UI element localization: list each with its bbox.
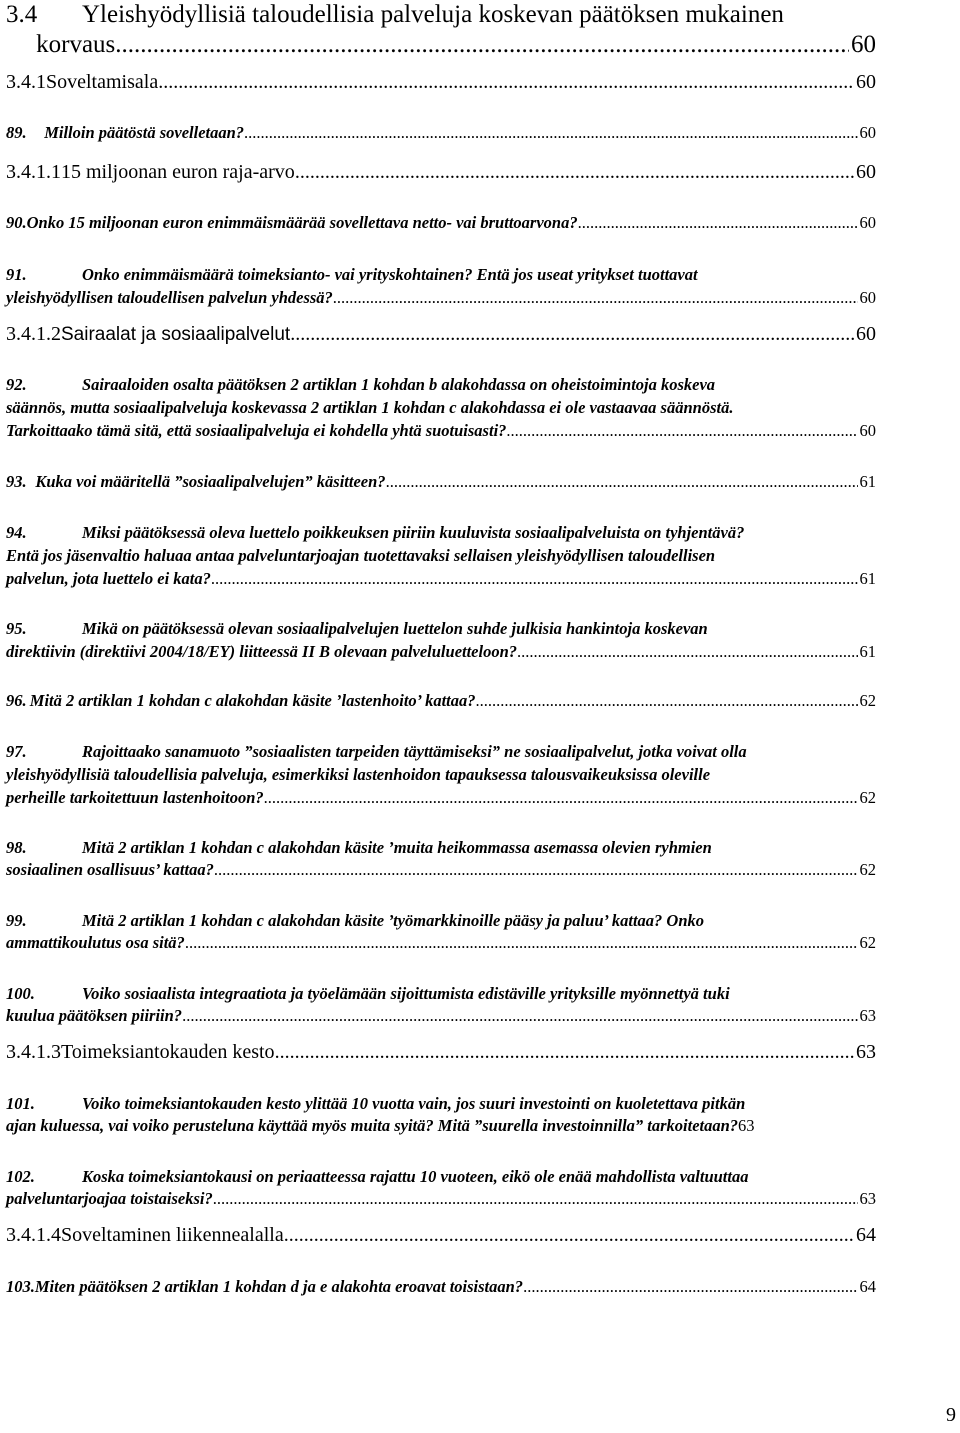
toc-title: Milloin päätöstä sovelletaan? bbox=[44, 123, 245, 142]
dot-leader bbox=[211, 567, 858, 590]
toc-title: Onko enimmäismäärä toimeksianto- vai yrityskohtainen? Entä jos useat yritykset tuottavat bbox=[82, 265, 698, 284]
toc-section-3-4-cont[interactable] bbox=[6, 30, 876, 60]
toc-number: 97. bbox=[6, 742, 27, 761]
toc-number: 94. bbox=[6, 523, 27, 542]
dot-leader bbox=[333, 286, 858, 309]
toc-question-103[interactable] bbox=[6, 1275, 876, 1298]
toc-question-93[interactable] bbox=[6, 470, 876, 493]
toc-title: Soveltamisala bbox=[46, 71, 159, 93]
toc-question-96[interactable] bbox=[6, 689, 876, 712]
toc-number: 3.4.1.2 bbox=[6, 323, 61, 345]
toc-number: 89. bbox=[6, 123, 27, 142]
toc-section-3-4-1[interactable] bbox=[6, 70, 876, 94]
toc-title: Mitä 2 artiklan 1 kohdan c alakohdan käsite ’lastenhoito’ kattaa? bbox=[29, 691, 476, 710]
toc-title: Voiko sosiaalista integraatiota ja työelämään sijoittumista edistäville yrityksille myönnettyä tuki bbox=[82, 984, 730, 1003]
toc-title: Onko 15 miljoonan euron enimmäismäärää sovellettava netto- vai bruttoarvona? bbox=[26, 213, 578, 232]
toc-number: 90. bbox=[6, 213, 27, 232]
toc-title: Koska toimeksiantokausi on periaatteessa rajattu 10 vuoteen, eikö ole enää mahdollista valtuuttaa bbox=[82, 1167, 749, 1186]
toc-question-95[interactable] bbox=[6, 617, 876, 640]
toc-question-92[interactable] bbox=[6, 373, 876, 396]
toc-question-102[interactable] bbox=[6, 1165, 876, 1188]
toc-page: 63 bbox=[738, 1116, 755, 1135]
dot-leader bbox=[214, 858, 858, 881]
page-number: 9 bbox=[946, 1404, 956, 1426]
toc-page: 60 bbox=[856, 161, 876, 183]
toc-section-3-4-1-4[interactable] bbox=[6, 1223, 876, 1247]
dot-leader bbox=[284, 1223, 854, 1247]
dot-leader bbox=[185, 931, 858, 954]
toc-number: 3.4 bbox=[6, 1, 38, 28]
toc-page: 60 bbox=[859, 288, 876, 307]
toc-title: yleishyödyllisen taloudellisen palvelun yhdessä? bbox=[6, 288, 333, 307]
toc-section-3-4-1-1[interactable] bbox=[6, 160, 876, 184]
toc-number: 3.4.1.3 bbox=[6, 1041, 61, 1063]
toc-title: Voiko toimeksiantokauden kesto ylittää 10 vuotta vain, jos suuri investointi on kuoletettava pitkän bbox=[82, 1094, 746, 1113]
toc-question-91[interactable] bbox=[6, 263, 876, 286]
dot-leader bbox=[290, 322, 854, 346]
dot-leader bbox=[506, 419, 857, 442]
toc-title: korvaus bbox=[36, 31, 116, 58]
toc-number: 93. bbox=[6, 472, 27, 491]
toc-page: 60 bbox=[851, 31, 876, 58]
toc-page: 62 bbox=[859, 788, 876, 807]
toc-number: 3.4.1 bbox=[6, 71, 46, 93]
toc-page: 60 bbox=[856, 323, 876, 345]
toc-title: kuulua päätöksen piiriin? bbox=[6, 1006, 183, 1025]
toc-question-97-cont[interactable] bbox=[6, 763, 876, 786]
toc-number: 98. bbox=[6, 838, 27, 857]
dot-leader bbox=[295, 160, 854, 184]
toc-title: direktiivin (direktiivi 2004/18/EY) liitteessä II B olevaan palveluluetteloon? bbox=[6, 642, 518, 661]
toc-question-100[interactable] bbox=[6, 982, 876, 1005]
toc-title: Yleishyödyllisiä taloudellisia palveluja koskevan päätöksen mukainen bbox=[82, 1, 784, 28]
toc-title: Sairaalat ja sosiaalipalvelut bbox=[61, 324, 291, 345]
toc-question-95-cont[interactable] bbox=[6, 640, 876, 663]
toc-page: 63 bbox=[859, 1189, 876, 1208]
dot-leader bbox=[578, 211, 858, 234]
toc-title: Rajoittaako sanamuoto ”sosiaalisten tarpeiden täyttämiseksi” ne sosiaalipalvelut, jotka voivat olla bbox=[82, 742, 747, 761]
toc-title: Mitä 2 artiklan 1 kohdan c alakohdan käsite ’työmarkkinoille pääsy ja paluu’ kattaa? Onko bbox=[82, 911, 705, 930]
toc-question-98-cont[interactable] bbox=[6, 858, 876, 881]
toc-number: 101. bbox=[6, 1094, 35, 1113]
toc-page: 60 bbox=[856, 71, 876, 93]
toc-section-3-4-1-3[interactable] bbox=[6, 1040, 876, 1064]
toc-title: palveluntarjoajaa toistaiseksi? bbox=[6, 1189, 213, 1208]
toc-number: 91. bbox=[6, 265, 27, 284]
toc-page: 60 bbox=[859, 123, 876, 142]
toc-question-100-cont[interactable] bbox=[6, 1004, 876, 1027]
toc-title: sosiaalinen osallisuus’ kattaa? bbox=[6, 860, 214, 879]
toc-page: 64 bbox=[859, 1277, 876, 1296]
toc-page: 62 bbox=[859, 860, 876, 879]
dot-leader bbox=[244, 121, 857, 144]
toc-question-97-cont2[interactable] bbox=[6, 786, 876, 809]
dot-leader bbox=[517, 640, 857, 663]
toc-question-101-cont[interactable] bbox=[6, 1114, 876, 1137]
dot-leader bbox=[523, 1275, 857, 1298]
toc-page: 63 bbox=[856, 1041, 876, 1063]
toc-page: 64 bbox=[856, 1224, 876, 1246]
toc-number: 92. bbox=[6, 375, 27, 394]
toc-page: 61 bbox=[859, 642, 876, 661]
toc-question-99[interactable] bbox=[6, 909, 876, 932]
toc-page: 62 bbox=[859, 933, 876, 952]
toc-page: 61 bbox=[859, 569, 876, 588]
toc-page: 60 bbox=[859, 213, 876, 232]
toc-page: 62 bbox=[859, 691, 876, 710]
dot-leader bbox=[158, 70, 854, 94]
toc-title: Miten päätöksen 2 artiklan 1 kohdan d ja e alakohta eroavat toisistaan? bbox=[34, 1277, 524, 1296]
dot-leader bbox=[386, 470, 858, 493]
toc-question-94-cont2[interactable] bbox=[6, 567, 876, 590]
toc-number: 3.4.1.1 bbox=[6, 161, 61, 183]
toc-question-97[interactable] bbox=[6, 740, 876, 763]
toc-number: 99. bbox=[6, 911, 27, 930]
toc-number: 95. bbox=[6, 619, 27, 638]
toc-question-90[interactable] bbox=[6, 211, 876, 234]
toc-question-102-cont[interactable] bbox=[6, 1187, 876, 1210]
toc-question-99-cont[interactable] bbox=[6, 931, 876, 954]
toc-page: 61 bbox=[859, 472, 876, 491]
dot-leader bbox=[264, 786, 858, 809]
toc-title: Entä jos jäsenvaltio haluaa antaa palveluntarjoajan tuotettavaksi sellaisen yleishyödyllisen taloudellisen bbox=[6, 546, 716, 565]
toc-title: säännös, mutta sosiaalipalveluja koskevassa 2 artiklan 1 kohdan c alakohdassa ei ole vastaavaa säännöstä. bbox=[6, 398, 734, 417]
toc-title: ammattikoulutus osa sitä? bbox=[6, 933, 185, 952]
toc-question-94-cont[interactable] bbox=[6, 544, 876, 567]
toc-title: Tarkoittaako tämä sitä, että sosiaalipalveluja ei kohdella yhtä suotuisasti? bbox=[6, 421, 507, 440]
toc-title: Toimeksiantokauden kesto bbox=[61, 1041, 275, 1063]
toc-question-92-cont[interactable] bbox=[6, 396, 876, 419]
toc-number: 96. bbox=[6, 691, 27, 710]
toc-question-94[interactable] bbox=[6, 521, 876, 544]
toc-number: 3.4.1.4 bbox=[6, 1224, 61, 1246]
toc-question-89[interactable] bbox=[6, 121, 876, 144]
toc-section-3-4[interactable] bbox=[6, 0, 876, 30]
toc-title: Miksi päätöksessä oleva luettelo poikkeuksen piiriin kuuluvista sosiaalipalveluista on tyhjentävä? bbox=[82, 523, 745, 542]
toc-page: 63 bbox=[859, 1006, 876, 1025]
toc-title: palvelun, jota luettelo ei kata? bbox=[6, 569, 211, 588]
toc-section-3-4-1-2[interactable] bbox=[6, 322, 876, 347]
toc-title: yleishyödyllisiä taloudellisia palveluja, esimerkiksi lastenhoidon tapauksessa talousvaikeuksissa oleville bbox=[6, 765, 711, 784]
dot-leader bbox=[476, 689, 858, 712]
toc-question-101[interactable] bbox=[6, 1092, 876, 1115]
dot-leader bbox=[182, 1004, 857, 1027]
dot-leader bbox=[115, 30, 849, 60]
toc-question-91-cont[interactable] bbox=[6, 286, 876, 309]
toc-page: 60 bbox=[859, 421, 876, 440]
toc-number: 102. bbox=[6, 1167, 35, 1186]
dot-leader bbox=[275, 1040, 854, 1064]
toc-title: Soveltaminen liikennealalla bbox=[61, 1224, 284, 1246]
toc-question-92-cont2[interactable] bbox=[6, 419, 876, 442]
toc-title: 15 miljoonan euron raja-arvo bbox=[61, 161, 295, 183]
toc-title: Mikä on päätöksessä olevan sosiaalipalvelujen luettelon suhde julkisia hankintoja koskevan bbox=[82, 619, 708, 638]
toc-title: Sairaaloiden osalta päätöksen 2 artiklan 1 kohdan b alakohdassa on oheistoimintoja koskeva bbox=[82, 375, 716, 394]
toc-question-98[interactable] bbox=[6, 836, 876, 859]
toc-title: Mitä 2 artiklan 1 kohdan c alakohdan käsite ’muita heikommassa asemassa olevien ryhmien bbox=[82, 838, 712, 857]
dot-leader bbox=[213, 1187, 858, 1210]
toc-title: Kuka voi määritellä ”sosiaalipalvelujen” käsitteen? bbox=[35, 472, 386, 491]
toc-number: 100. bbox=[6, 984, 35, 1003]
toc-title: ajan kuluessa, vai voiko perusteluna käyttää myös muita syitä? Mitä ”suurella investoinnilla” tarkoitetaan? bbox=[6, 1116, 739, 1135]
toc-title: perheille tarkoitettuun lastenhoitoon? bbox=[6, 788, 264, 807]
toc-number: 103. bbox=[6, 1277, 35, 1296]
